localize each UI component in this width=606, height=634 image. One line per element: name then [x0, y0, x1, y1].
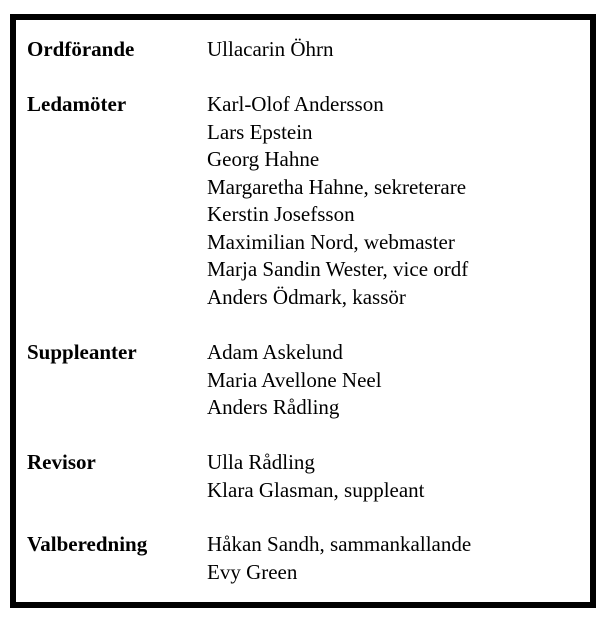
- member-name: Klara Glasman, suppleant: [207, 477, 425, 502]
- role-label-chair: Ordförande: [27, 37, 135, 61]
- member-name: Marja Sandin Wester, vice ordf: [207, 257, 469, 281]
- role-label-members: Ledamöter: [27, 92, 127, 116]
- member-name: Håkan Sandh, sammankallande: [207, 532, 472, 556]
- member-list-nomination: [207, 531, 587, 586]
- member-name: Anders Rådling: [207, 395, 340, 419]
- member-name: Maximilian Nord, webmaster: [207, 229, 455, 254]
- member-name: Ulla Rådling: [207, 450, 315, 474]
- role-label-nomination: Valberedning: [27, 532, 148, 556]
- member-name: Ullacarin Öhrn: [207, 37, 334, 61]
- member-name: Kerstin Josefsson: [207, 202, 355, 226]
- member-name: Evy Green: [207, 559, 298, 584]
- member-name: Georg Hahne: [207, 147, 320, 171]
- member-name: Lars Epstein: [207, 119, 313, 144]
- member-name: Anders Ödmark, kassör: [207, 284, 406, 309]
- member-name: Margaretha Hahne, sekreterare: [207, 174, 467, 199]
- role-label-auditor: Revisor: [27, 450, 96, 474]
- member-list-members: [207, 91, 587, 311]
- member-name: Karl-Olof Andersson: [207, 92, 384, 116]
- member-name: Maria Avellone Neel: [207, 367, 382, 392]
- member-list-chair: [207, 36, 587, 64]
- member-list-auditor: [207, 449, 587, 504]
- member-list-deputies: [207, 339, 587, 422]
- role-label-deputies: Suppleanter: [27, 340, 137, 364]
- board-roster-box: [10, 14, 596, 608]
- member-name: Adam Askelund: [207, 340, 343, 364]
